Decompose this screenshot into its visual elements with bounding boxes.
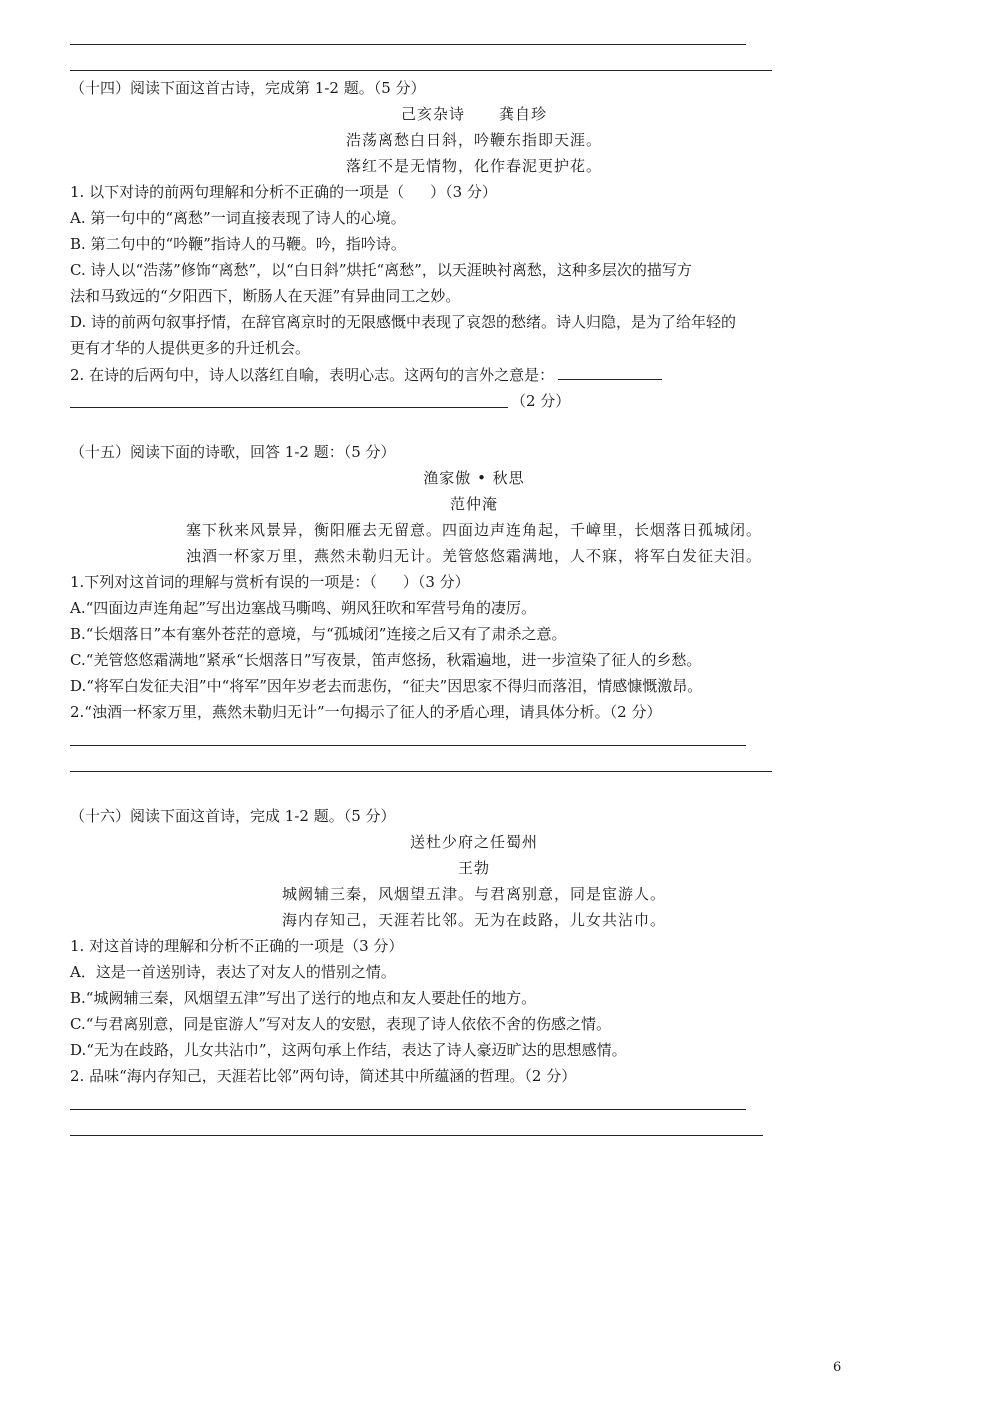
poem-14-line: 浩荡离愁白日斜，吟鞭东指即天涯。	[345, 131, 602, 149]
poem-15-author: 范仲淹	[449, 495, 498, 513]
poem-14-line: 落红不是无情物，化作春泥更护花。	[345, 157, 602, 175]
answer-line[interactable]	[70, 70, 772, 71]
s16-option-b: B.“城阙辅三秦，风烟望五津”写出了送行的地点和友人要赴任的地方。	[70, 989, 537, 1007]
s15-option-b: B.“长烟落日”本有塞外苍茫的意境，与“孤城闭”连接之后又有了肃杀之意。	[70, 625, 567, 643]
s14-question-1	[70, 181, 497, 203]
s14-option-b: B. 第二句中的“吟鞭”指诗人的马鞭。吟，指吟诗。	[70, 235, 406, 253]
poem-15-line: 塞下秋来风景异，衡阳雁去无留意。四面边声连角起，千嶂里，长烟落日孤城闭。	[185, 521, 762, 539]
s14-option-c-line2: 法和马致远的“夕阳西下，断肠人在天涯”有异曲同工之妙。	[70, 287, 461, 305]
s16-option-c: C.“与君离别意，同是宦游人”写对友人的安慰，表现了诗人依依不舍的伤感之情。	[70, 1015, 612, 1033]
s14-option-a: A. 第一句中的“离愁”一词直接表现了诗人的心境。	[70, 209, 406, 227]
s14-q2-score: （2 分）	[511, 392, 571, 410]
poem-14-title: 己亥杂诗	[400, 105, 465, 123]
s16-option-a: A．这是一首送别诗，表达了对友人的惜别之情。	[70, 963, 396, 981]
answer-line[interactable]	[70, 771, 772, 772]
answer-blank[interactable]	[558, 365, 662, 380]
section-16-header: （十六）阅读下面这首诗，完成 1-2 题。（5 分）	[70, 807, 396, 825]
poem-16-line: 海内存知己，天涯若比邻。无为在歧路，儿女共沾巾。	[281, 911, 666, 929]
poem-15-title: 渔家傲 • 秋思	[423, 469, 525, 487]
s16-option-d: D.“无为在歧路，儿女共沾巾”，这两句承上作结，表达了诗人豪迈旷达的思想感情。	[70, 1041, 627, 1059]
poem-16-title: 送杜少府之任蜀州	[409, 833, 538, 851]
answer-line[interactable]	[70, 1135, 763, 1136]
answer-line[interactable]	[70, 407, 508, 408]
s15-q1-text: 1.下列对这首词的理解与赏析有误的一项是：（	[70, 573, 377, 591]
answer-line[interactable]	[70, 44, 746, 45]
poem-16-author: 王勃	[457, 859, 490, 877]
answer-line[interactable]	[70, 1109, 746, 1110]
section-15-header: （十五）阅读下面的诗歌，回答 1-2 题：（5 分）	[70, 443, 396, 461]
section-14-header: （十四）阅读下面这首古诗，完成第 1-2 题。（5 分）	[70, 79, 426, 97]
poem-14-author: 龚自珍	[499, 105, 548, 123]
s15-question-1	[70, 571, 470, 593]
s14-q2-text: 2. 在诗的后两句中，诗人以落红自喻，表明心志。这两句的言外之意是：	[70, 366, 555, 384]
s14-option-d-line1: D. 诗的前两句叙事抒情，在辞官离京时的无限感慨中表现了哀怨的愁绪。诗人归隐，是为了给年轻的	[70, 313, 737, 331]
s14-option-c-line1: C. 诗人以“浩荡”修饰“离愁”，以“白日斜”烘托“离愁”，以天涯映衬离愁，这种多层次的描写方	[70, 261, 692, 279]
s15-option-d: D.“将军白发征夫泪”中“将军”因年岁老去而悲伤，“征夫”因思家不得归而落泪，情感慷慨激昂。	[70, 677, 703, 695]
page-number: 6	[833, 1360, 842, 1375]
answer-line[interactable]	[70, 745, 746, 746]
poem-14-heading	[0, 103, 948, 125]
s15-option-a: A.“四面边声连角起”写出边塞战马嘶鸣、朔风狂吹和军营号角的凄厉。	[70, 599, 536, 617]
s15-question-2: 2.“浊酒一杯家万里，燕然未勒归无计”一句揭示了征人的矛盾心理，请具体分析。（2 分）	[70, 703, 662, 721]
s14-q1-text: 1. 以下对诗的前两句理解和分析不正确的一项是（	[70, 183, 405, 201]
s15-q1-tail: ）（3 分）	[402, 573, 470, 591]
s16-question-1: 1. 对这首诗的理解和分析不正确的一项是（3 分）	[70, 937, 404, 955]
s15-option-c: C.“羌管悠悠霜满地”紧承“长烟落日”写夜景，笛声悠扬，秋霜遍地，进一步渲染了征人的乡愁。	[70, 651, 702, 669]
s16-question-2: 2. 品味“海内存知己，天涯若比邻”两句诗，简述其中所蕴涵的哲理。（2 分）	[70, 1067, 577, 1085]
s14-q1-tail: ）（3 分）	[430, 183, 497, 201]
poem-16-line: 城阙辅三秦，风烟望五津。与君离别意，同是宦游人。	[281, 885, 666, 903]
s14-question-2	[70, 364, 662, 386]
poem-15-line: 浊酒一杯家万里，燕然未勒归无计。羌管悠悠霜满地，人不寐，将军白发征夫泪。	[185, 547, 762, 565]
s14-option-d-line2: 更有才华的人提供更多的升迁机会。	[70, 339, 311, 357]
